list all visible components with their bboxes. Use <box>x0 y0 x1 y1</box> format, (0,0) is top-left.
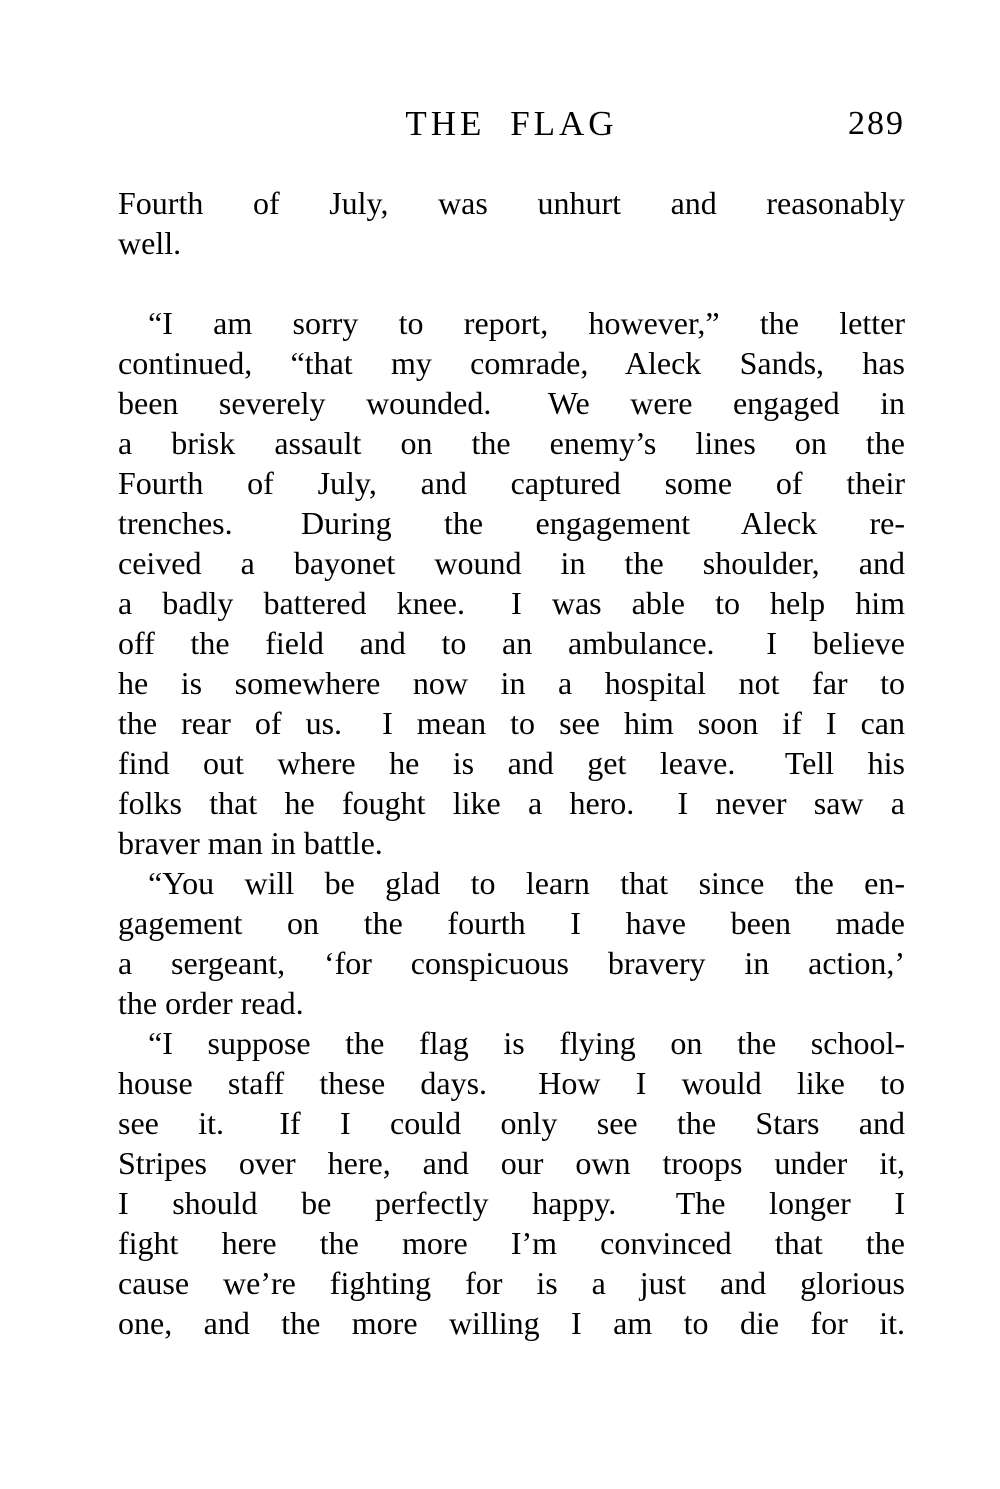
text-line: the rear of us. I mean to see him soon if I can <box>118 705 905 741</box>
text-line: folks that he fought like a hero. I never saw a <box>118 785 905 821</box>
text-line: one, and the more willing I am to die for it. <box>118 1305 905 1341</box>
text-line: well. <box>118 225 182 261</box>
page-body <box>118 183 905 1343</box>
running-title: THE FLAG <box>405 104 618 143</box>
text-line: off the field and to an ambulance. I believe <box>118 625 905 661</box>
page-number: 289 <box>848 105 905 142</box>
paragraph <box>118 1023 905 1343</box>
paragraph <box>118 303 905 863</box>
text-line: “I suppose the flag is flying on the school- <box>148 1025 905 1061</box>
text-line: Stripes over here, and our own troops under it, <box>118 1145 905 1181</box>
paragraph <box>118 863 905 1023</box>
paragraph <box>118 183 905 263</box>
text-line: a brisk assault on the enemy’s lines on the <box>118 425 905 461</box>
text-line: fight here the more I’m convinced that the <box>118 1225 905 1261</box>
text-line: see it. If I could only see the Stars and <box>118 1105 905 1141</box>
text-line: a badly battered knee. I was able to help him <box>118 585 905 621</box>
text-line: house staff these days. How I would like to <box>118 1065 905 1101</box>
text-line: Fourth of July, and captured some of their <box>118 465 905 501</box>
text-line: been severely wounded. We were engaged in <box>118 385 905 421</box>
text-line: cause we’re fighting for is a just and glorious <box>118 1265 905 1301</box>
text-line: Fourth of July, was unhurt and reasonably <box>118 185 905 221</box>
text-line: braver man in battle. <box>118 825 383 861</box>
text-line: the order read. <box>118 985 304 1021</box>
text-line: “I am sorry to report, however,” the letter <box>148 305 905 341</box>
text-line: ceived a bayonet wound in the shoulder, and <box>118 545 905 581</box>
text-line: gagement on the fourth I have been made <box>118 905 905 941</box>
text-line: a sergeant, ‘for conspicuous bravery in action,’ <box>118 945 905 981</box>
text-line: find out where he is and get leave. Tell his <box>118 745 905 781</box>
text-line: trenches. During the engagement Aleck re- <box>118 505 905 541</box>
text-line: I should be perfectly happy. The longer I <box>118 1185 905 1221</box>
page-header <box>118 104 905 150</box>
text-line: “You will be glad to learn that since the en- <box>148 865 905 901</box>
text-line: continued, “that my comrade, Aleck Sands, has <box>118 345 905 381</box>
text-line: he is somewhere now in a hospital not far to <box>118 665 905 701</box>
